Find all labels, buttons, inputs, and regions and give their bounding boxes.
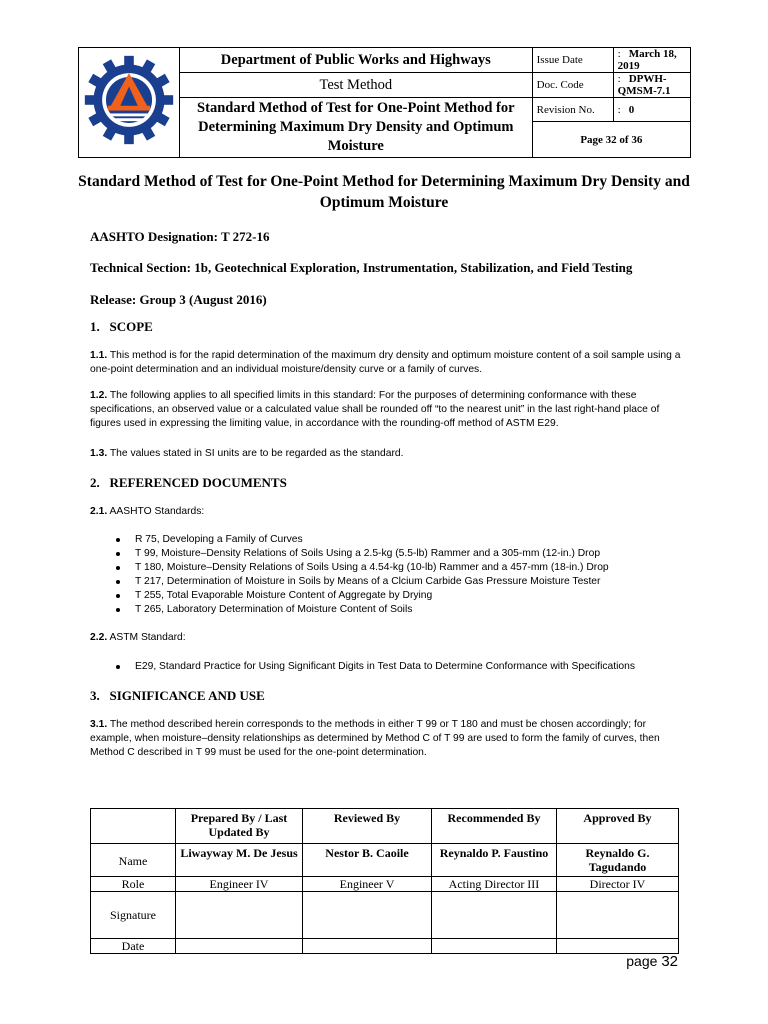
list-item: E29, Standard Practice for Using Significant Digits in Test Data to Determine Conformance with Specifications: [116, 660, 635, 674]
page-word: page: [626, 953, 658, 969]
paragraph-3-1: 3.1. The method described herein corresponds to the methods in either T 99 or T 180 and must be chosen accordingly; for example, when moisture–density relationships as determined by Method C of T 99 are used to form the family of curves, then Method C described in T 99 must be used for the one-point determination.: [90, 719, 660, 758]
approved-by-name: Reynaldo G. Tagudando: [557, 844, 679, 877]
list-item: R 75, Developing a Family of Curves: [116, 533, 609, 547]
list-item: T 180, Moisture–Density Relations of Soils Using a 4.54-kg (10-lb) Rammer and a 457-mm (18-in.) Drop: [116, 561, 609, 575]
document-title: Standard Method of Test for One-Point Method for Determining Maximum Dry Density and Optimum Moisture: [78, 173, 690, 211]
signature-cell: [303, 892, 432, 939]
doc-code-value: : DPWH-QMSM-7.1: [613, 73, 690, 98]
recommended-by-header: Recommended By: [432, 809, 557, 844]
list-item: T 217, Determination of Moisture in Soils by Means of a Clcium Carbide Gas Pressure Moisture Tester: [116, 575, 609, 589]
page-number: 32: [661, 953, 678, 970]
signature-cell: [176, 892, 303, 939]
prepared-by-role: Engineer IV: [176, 877, 303, 892]
role-label: Role: [91, 877, 176, 892]
paragraph-1-1: 1.1. This method is for the rapid determination of the maximum dry density and optimum moisture content of a soil sample using a one-point determination and an individual moisture/density curve or a family of curves.: [90, 350, 681, 375]
issue-date-label: Issue Date: [532, 48, 613, 73]
document-header: [78, 47, 691, 158]
paragraph-2-2: 2.2. ASTM Standard:: [90, 632, 186, 643]
page-footer: [626, 953, 678, 970]
release: Release: Group 3 (August 2016): [90, 292, 267, 307]
aashto-designation: AASHTO Designation: T 272-16: [90, 229, 270, 244]
paragraph-1-2: 1.2. The following applies to all specified limits in this standard: For the purposes of determining conformance with these specifications, an observed value or a calculated value shall be rounded off “to the nearest unit” in the last right-hand place of figures used in expressing the limiting value, in accordance with the rounding-off method of ASTM E29.: [90, 390, 660, 429]
date-cell: [303, 939, 432, 954]
revision-label: Revision No.: [532, 98, 613, 122]
empty-corner-cell: [91, 809, 176, 844]
paragraph-1-3: 1.3. The values stated in SI units are to be regarded as the standard.: [90, 448, 404, 459]
date-cell: [176, 939, 303, 954]
name-label: Name: [91, 844, 176, 877]
date-label: Date: [91, 939, 176, 954]
date-cell: [557, 939, 679, 954]
significance-heading: 3. SIGNIFICANCE AND USE: [90, 688, 265, 703]
reviewed-by-header: Reviewed By: [303, 809, 432, 844]
dpwh-logo-icon: [81, 52, 177, 148]
scope-heading: 1. SCOPE: [90, 319, 153, 334]
department-name: Department of Public Works and Highways: [180, 48, 533, 73]
approval-table: [90, 808, 679, 954]
list-item: T 99, Moisture–Density Relations of Soils Using a 2.5-kg (5.5-lb) Rammer and a 305-mm (12-in.) Drop: [116, 547, 609, 561]
astm-standards-list: [116, 660, 635, 674]
recommended-by-name: Reynaldo P. Faustino: [432, 844, 557, 877]
referenced-documents-heading: 2. REFERENCED DOCUMENTS: [90, 475, 287, 490]
signature-cell: [557, 892, 679, 939]
signature-label: Signature: [91, 892, 176, 939]
aashto-standards-list: [116, 533, 609, 617]
doc-code-label: Doc. Code: [532, 73, 613, 98]
reviewed-by-role: Engineer V: [303, 877, 432, 892]
approved-by-header: Approved By: [557, 809, 679, 844]
recommended-by-role: Acting Director III: [432, 877, 557, 892]
paragraph-2-1: 2.1. AASHTO Standards:: [90, 506, 205, 517]
list-item: T 265, Laboratory Determination of Moisture Content of Soils: [116, 603, 609, 617]
prepared-by-name: Liwayway M. De Jesus: [176, 844, 303, 877]
date-cell: [432, 939, 557, 954]
prepared-by-header: Prepared By / Last Updated By: [176, 809, 303, 844]
issue-date-value: : March 18, 2019: [613, 48, 690, 73]
technical-section: Technical Section: 1b, Geotechnical Exploration, Instrumentation, Stabilization, and Field Testing: [90, 260, 633, 275]
logo-cell: [79, 48, 180, 158]
signature-cell: [432, 892, 557, 939]
list-item: T 255, Total Evaporable Moisture Content of Aggregate by Drying: [116, 589, 609, 603]
page-count: Page 32 of 36: [532, 122, 690, 158]
doc-type: Test Method: [180, 73, 533, 98]
approved-by-role: Director IV: [557, 877, 679, 892]
reviewed-by-name: Nestor B. Caoile: [303, 844, 432, 877]
header-title: Standard Method of Test for One-Point Method for Determining Maximum Dry Density and Optimum Moisture: [180, 98, 533, 158]
revision-value: : 0: [613, 98, 690, 122]
